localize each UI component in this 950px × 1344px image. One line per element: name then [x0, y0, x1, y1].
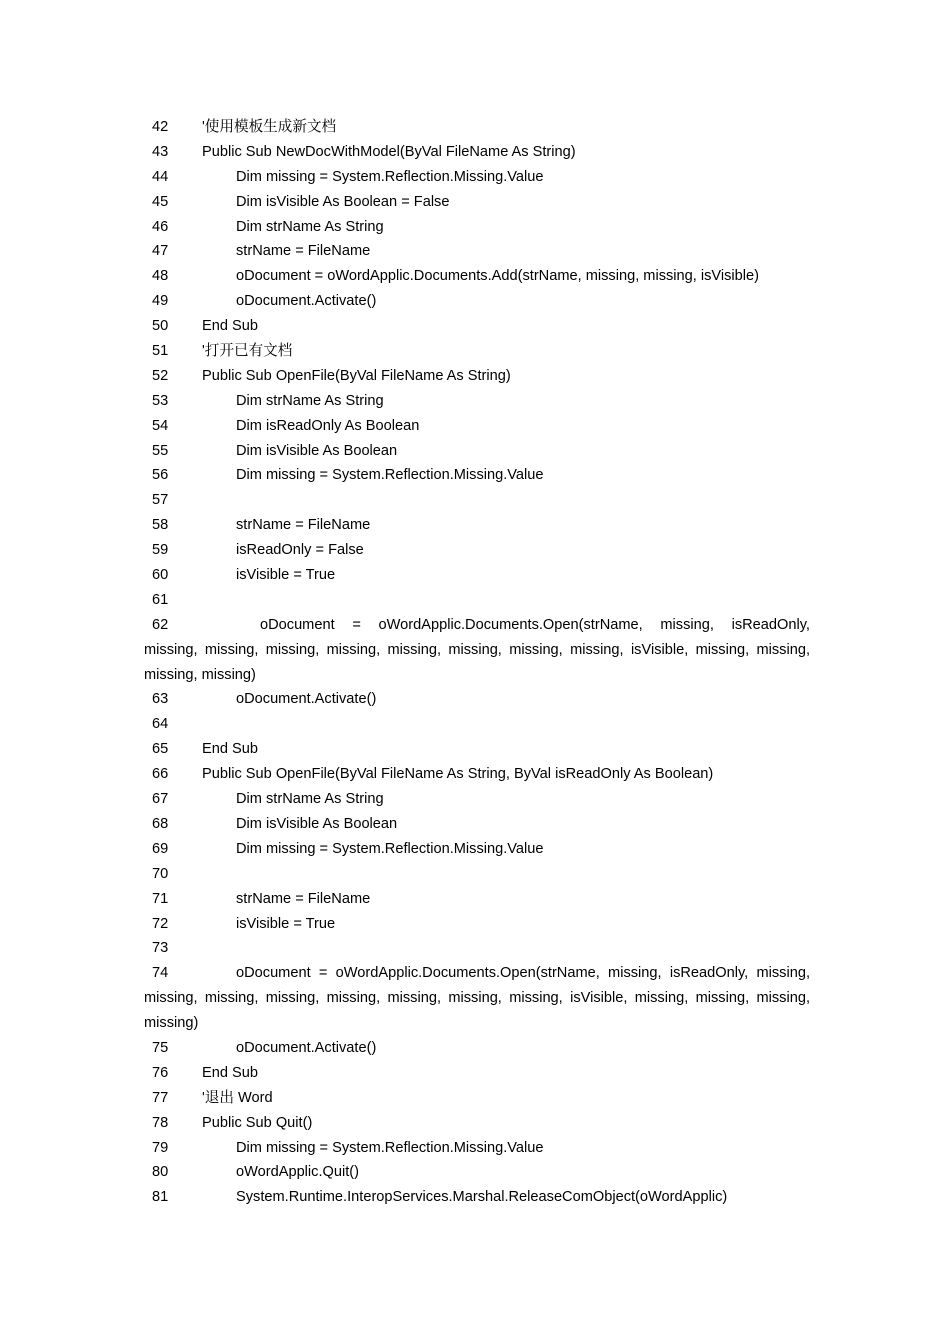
- code-line-50: [144, 314, 810, 339]
- line-text-continuation: missing, missing, missing, missing, missing, missing, missing, isVisible, missing, missing, missing,: [144, 990, 810, 1007]
- code-line-65: [144, 737, 810, 762]
- line-number: 42: [152, 119, 169, 135]
- line-number: 58: [152, 517, 169, 534]
- line-text: oDocument.Activate(): [236, 1039, 377, 1056]
- line-number: 53: [152, 392, 169, 409]
- code-line-48: [144, 264, 810, 289]
- code-line-58: [144, 513, 810, 538]
- line-number: 51: [152, 343, 169, 360]
- code-line-77: [144, 1086, 810, 1111]
- code-line-69: [144, 837, 810, 862]
- line-text: Dim strName As String: [236, 392, 384, 409]
- line-number: 44: [152, 168, 169, 185]
- line-text: [202, 712, 810, 737]
- line-text: Dim isVisible As Boolean = False: [236, 193, 450, 210]
- line-number: 65: [152, 741, 169, 758]
- line-text: End Sub: [202, 1064, 258, 1081]
- code-line-68: [144, 812, 810, 837]
- line-text: '使用模板生成新文档: [202, 119, 337, 135]
- line-text: oWordApplic.Quit(): [236, 1164, 360, 1181]
- code-line-81: [144, 1185, 810, 1210]
- code-line-49: [144, 289, 810, 314]
- line-text: oDocument.Activate(): [236, 691, 377, 708]
- line-text: [202, 488, 810, 513]
- line-number: 55: [152, 442, 169, 459]
- code-line-67: [144, 787, 810, 812]
- line-text: Dim missing = System.Reflection.Missing.Value: [236, 168, 544, 185]
- line-number: 47: [152, 243, 169, 260]
- line-text: isVisible = True: [236, 915, 336, 932]
- line-text: oDocument.Activate(): [236, 293, 377, 310]
- code-line-73: [144, 936, 810, 961]
- code-line-43: [144, 140, 810, 165]
- line-text: End Sub: [202, 318, 258, 335]
- code-line-80: [144, 1160, 810, 1185]
- line-text: Dim missing = System.Reflection.Missing.Value: [236, 467, 544, 484]
- code-line-44: [144, 165, 810, 190]
- line-number: 52: [152, 367, 169, 384]
- line-number: 74: [152, 965, 169, 982]
- line-number: 49: [152, 293, 169, 310]
- line-text: oDocument = oWordApplic.Documents.Add(strName, missing, missing, isVisible): [236, 268, 760, 285]
- line-number: 54: [152, 417, 169, 434]
- line-text: oDocument = oWordApplic.Documents.Open(strName, missing, isReadOnly, missing,: [236, 965, 810, 982]
- code-line-72: [144, 912, 810, 937]
- line-text: Dim strName As String: [236, 218, 384, 235]
- code-line-62: [144, 613, 810, 688]
- line-number: 64: [152, 716, 169, 733]
- line-number: 80: [152, 1164, 169, 1181]
- code-line-71: [144, 887, 810, 912]
- line-text: Dim isVisible As Boolean: [236, 442, 398, 459]
- line-text: Public Sub Quit(): [202, 1114, 313, 1131]
- line-number: 76: [152, 1064, 169, 1081]
- code-line-59: [144, 538, 810, 563]
- line-text: [202, 588, 810, 613]
- line-number: 59: [152, 542, 169, 559]
- code-line-61: [144, 588, 810, 613]
- code-line-56: [144, 463, 810, 488]
- line-text: Public Sub OpenFile(ByVal FileName As String): [202, 367, 511, 384]
- code-line-45: [144, 190, 810, 215]
- line-text: [202, 936, 810, 961]
- line-number: 63: [152, 691, 169, 708]
- line-text: End Sub: [202, 741, 258, 758]
- line-number: 67: [152, 791, 169, 808]
- line-text: oDocument = oWordApplic.Documents.Open(strName, missing, isReadOnly,: [260, 616, 810, 633]
- line-text: Dim strName As String: [236, 791, 384, 808]
- line-text: strName = FileName: [236, 243, 371, 260]
- line-number: 62: [152, 616, 169, 633]
- line-number: 69: [152, 840, 169, 857]
- code-line-75: [144, 1036, 810, 1061]
- code-block-3: [144, 1036, 810, 1210]
- code-line-54: [144, 414, 810, 439]
- code-line-78: [144, 1111, 810, 1136]
- code-line-76: [144, 1061, 810, 1086]
- line-text: strName = FileName: [236, 890, 371, 907]
- line-number: 57: [152, 492, 169, 509]
- code-listing: [144, 115, 810, 1210]
- line-text: Dim missing = System.Reflection.Missing.Value: [236, 840, 544, 857]
- line-text-continuation: missing, missing, missing, missing, missing, missing, missing, missing, isVisible, missing, missing,: [144, 641, 810, 658]
- code-block-2: [144, 687, 810, 961]
- line-number: 46: [152, 218, 169, 235]
- line-number: 60: [152, 567, 169, 584]
- line-number: 81: [152, 1189, 169, 1206]
- line-number: 79: [152, 1139, 169, 1156]
- code-line-42: [144, 115, 810, 140]
- code-line-63: [144, 687, 810, 712]
- line-number: 70: [152, 865, 169, 882]
- code-line-74: [144, 961, 810, 1036]
- code-line-53: [144, 389, 810, 414]
- line-number: 43: [152, 143, 169, 160]
- code-line-70: [144, 862, 810, 887]
- line-number: 61: [152, 591, 169, 608]
- line-number: 45: [152, 193, 169, 210]
- line-text: '打开已有文档: [202, 343, 293, 360]
- line-text: strName = FileName: [236, 517, 371, 534]
- line-number: 73: [152, 940, 169, 957]
- code-line-60: [144, 563, 810, 588]
- line-number: 48: [152, 268, 169, 285]
- line-text: '退出 Word: [202, 1089, 273, 1106]
- line-number: 72: [152, 915, 169, 932]
- line-number: 77: [152, 1089, 169, 1106]
- code-line-79: [144, 1136, 810, 1161]
- line-text: Dim isVisible As Boolean: [236, 815, 398, 832]
- line-number: 75: [152, 1039, 169, 1056]
- line-text: isReadOnly = False: [236, 542, 364, 559]
- code-line-64: [144, 712, 810, 737]
- line-text: isVisible = True: [236, 567, 336, 584]
- line-text: Public Sub OpenFile(ByVal FileName As String, ByVal isReadOnly As Boolean): [202, 766, 714, 783]
- line-text: System.Runtime.InteropServices.Marshal.ReleaseComObject(oWordApplic): [236, 1189, 728, 1206]
- line-number: 68: [152, 815, 169, 832]
- line-text-continuation: missing): [144, 1015, 199, 1032]
- code-line-52: [144, 364, 810, 389]
- code-line-51: [144, 339, 810, 364]
- line-text: [202, 862, 810, 887]
- line-text: Dim isReadOnly As Boolean: [236, 417, 420, 434]
- line-text-continuation: missing, missing): [144, 666, 256, 683]
- line-text: Public Sub NewDocWithModel(ByVal FileName As String): [202, 143, 576, 160]
- line-number: 71: [152, 890, 169, 907]
- line-number: 66: [152, 766, 169, 783]
- line-number: 50: [152, 318, 169, 335]
- code-line-57: [144, 488, 810, 513]
- code-block-1: [144, 115, 810, 613]
- code-line-47: [144, 239, 810, 264]
- code-line-66: [144, 762, 810, 787]
- line-text: Dim missing = System.Reflection.Missing.Value: [236, 1139, 544, 1156]
- line-number: 78: [152, 1114, 169, 1131]
- line-number: 56: [152, 467, 169, 484]
- code-line-46: [144, 215, 810, 240]
- code-line-55: [144, 439, 810, 464]
